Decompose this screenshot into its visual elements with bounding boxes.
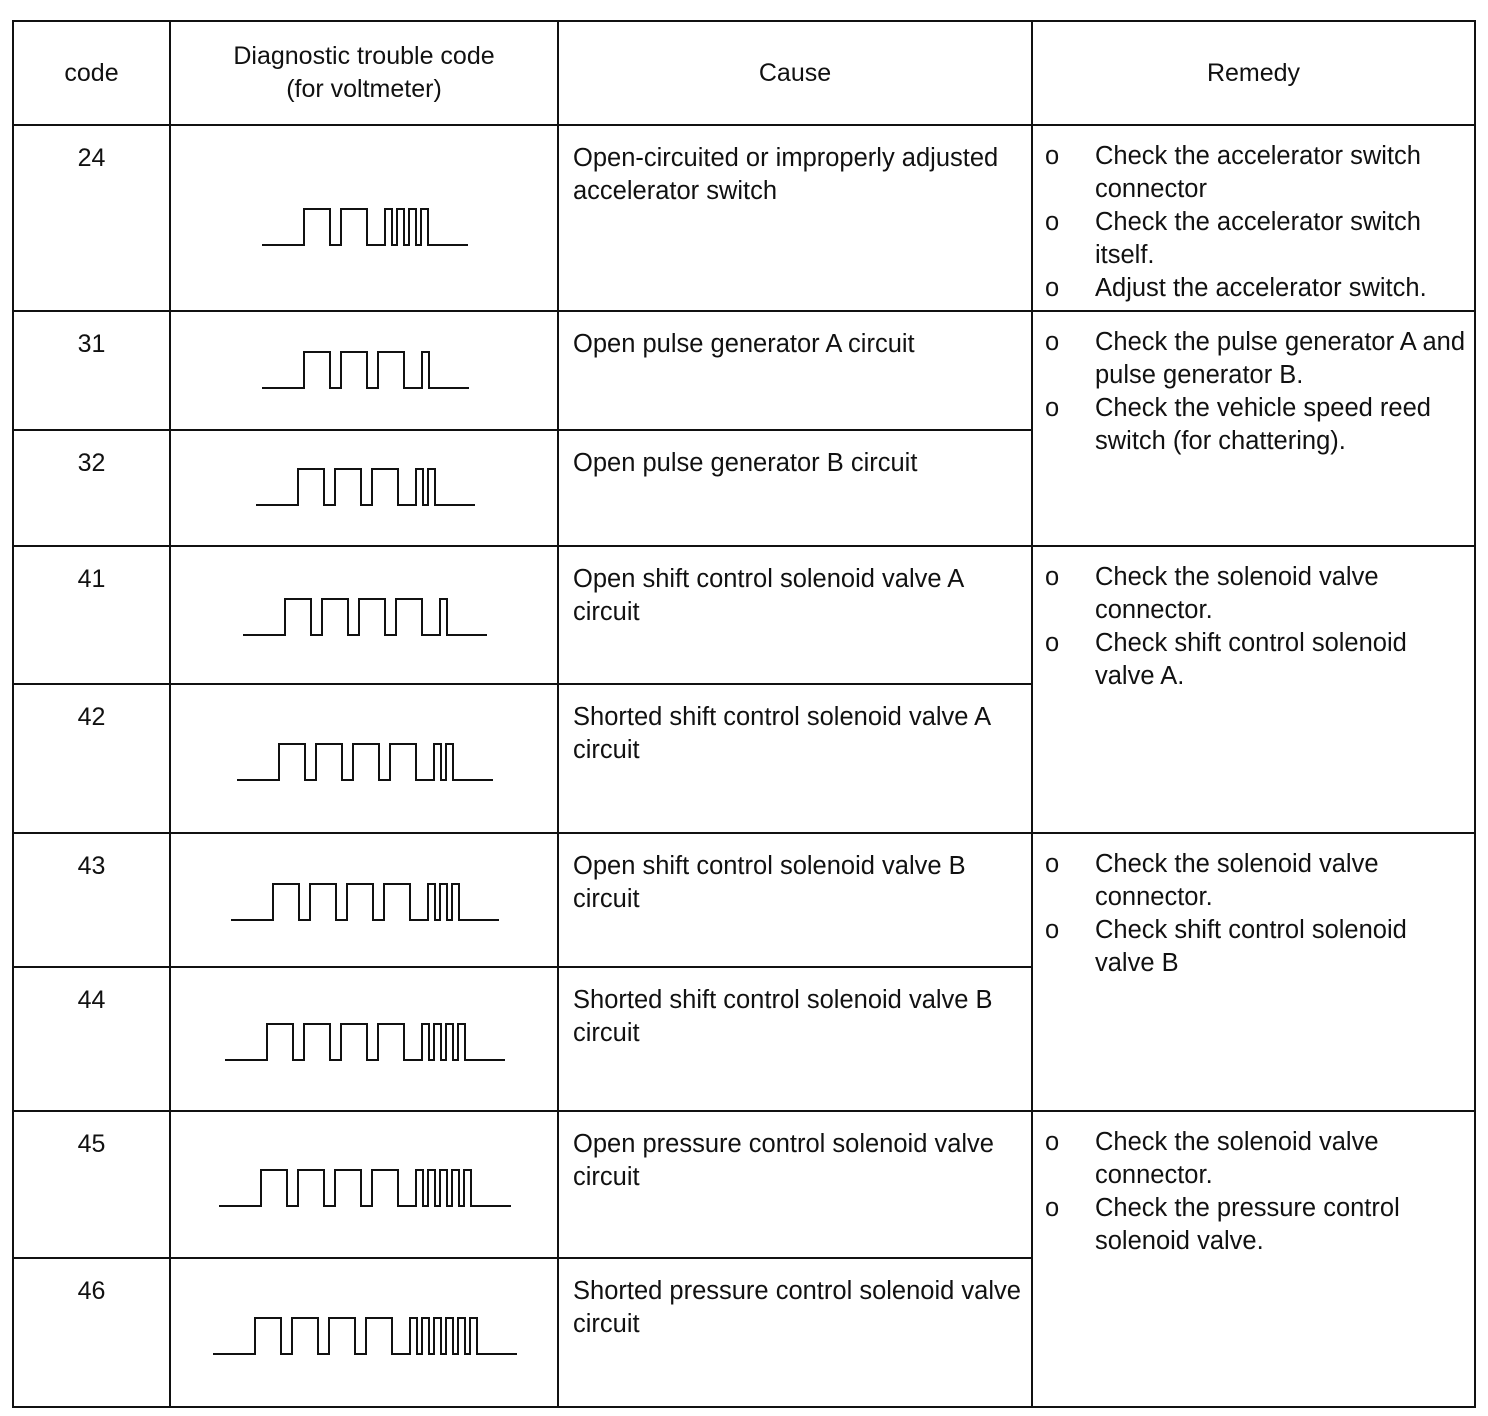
remedy-list bbox=[1045, 140, 1468, 305]
remedy-text: Check shift control solenoid valve A. bbox=[1095, 629, 1407, 690]
cause-cell: Shorted shift control solenoid valve A circuit bbox=[558, 684, 1032, 833]
bullet-glyph: o bbox=[1045, 142, 1060, 170]
cause-cell: Shorted shift control solenoid valve B circuit bbox=[558, 967, 1032, 1111]
header-code: code bbox=[13, 21, 170, 125]
cause-cell: Shorted pressure control solenoid valve circuit bbox=[558, 1258, 1032, 1407]
waveform-cell bbox=[170, 684, 558, 833]
code-cell: 43 bbox=[13, 833, 170, 967]
code-cell: 44 bbox=[13, 967, 170, 1111]
remedy-item bbox=[1045, 848, 1468, 914]
table-row bbox=[13, 1111, 1475, 1258]
cause-cell: Open shift control solenoid valve A circuit bbox=[558, 546, 1032, 684]
cause-cell: Open pressure control solenoid valve circuit bbox=[558, 1111, 1032, 1258]
pulse-train bbox=[231, 884, 499, 920]
cause-cell: Open pulse generator B circuit bbox=[558, 430, 1032, 546]
remedy-item bbox=[1045, 272, 1468, 305]
remedy-item bbox=[1045, 326, 1468, 392]
remedy-item bbox=[1045, 627, 1468, 693]
remedy-item bbox=[1045, 206, 1468, 272]
remedy-cell bbox=[1032, 311, 1475, 546]
header-row bbox=[13, 21, 1475, 125]
code-cell: 41 bbox=[13, 546, 170, 684]
remedy-list bbox=[1045, 326, 1468, 458]
remedy-text: Check the solenoid valve connector. bbox=[1095, 850, 1379, 911]
bullet-glyph: o bbox=[1045, 274, 1060, 302]
pulse-train bbox=[225, 1024, 505, 1060]
waveform-cell bbox=[170, 546, 558, 684]
pulse-waveform bbox=[171, 1112, 559, 1259]
pulse-waveform bbox=[171, 685, 559, 834]
remedy-list bbox=[1045, 561, 1468, 693]
remedy-text: Check the vehicle speed reed switch (for chattering). bbox=[1095, 394, 1431, 455]
pulse-waveform bbox=[171, 968, 559, 1112]
diagnostic-trouble-code-table bbox=[12, 20, 1476, 1408]
pulse-waveform bbox=[171, 1259, 559, 1408]
pulse-waveform bbox=[171, 431, 559, 547]
waveform-cell bbox=[170, 833, 558, 967]
cause-cell: Open-circuited or improperly adjusted accelerator switch bbox=[558, 125, 1032, 311]
remedy-item bbox=[1045, 914, 1468, 980]
header-dtc-line1: Diagnostic trouble code bbox=[233, 42, 495, 70]
remedy-item bbox=[1045, 1126, 1468, 1192]
table-row bbox=[13, 546, 1475, 684]
bullet-glyph: o bbox=[1045, 208, 1060, 236]
remedy-item bbox=[1045, 1192, 1468, 1258]
remedy-cell bbox=[1032, 546, 1475, 833]
bullet-glyph: o bbox=[1045, 328, 1060, 356]
pulse-train bbox=[256, 469, 475, 505]
remedy-text: Check the pressure control solenoid valve. bbox=[1095, 1194, 1400, 1255]
pulse-waveform bbox=[171, 126, 559, 312]
remedy-cell bbox=[1032, 833, 1475, 1111]
waveform-cell bbox=[170, 125, 558, 311]
remedy-cell bbox=[1032, 1111, 1475, 1407]
pulse-train bbox=[243, 599, 487, 635]
cause-cell: Open shift control solenoid valve B circuit bbox=[558, 833, 1032, 967]
remedy-text: Check the solenoid valve connector. bbox=[1095, 563, 1379, 624]
remedy-item bbox=[1045, 392, 1468, 458]
pulse-train bbox=[213, 1318, 517, 1354]
code-cell: 46 bbox=[13, 1258, 170, 1407]
bullet-glyph: o bbox=[1045, 850, 1060, 878]
pulse-train bbox=[262, 352, 469, 388]
code-cell: 32 bbox=[13, 430, 170, 546]
remedy-cell bbox=[1032, 125, 1475, 311]
remedy-list bbox=[1045, 848, 1468, 980]
waveform-cell bbox=[170, 1258, 558, 1407]
bullet-glyph: o bbox=[1045, 916, 1060, 944]
header-cause: Cause bbox=[558, 21, 1032, 125]
pulse-waveform bbox=[171, 834, 559, 968]
waveform-cell bbox=[170, 1111, 558, 1258]
remedy-item bbox=[1045, 140, 1468, 206]
waveform-cell bbox=[170, 967, 558, 1111]
header-remedy: Remedy bbox=[1032, 21, 1475, 125]
remedy-text: Check the accelerator switch itself. bbox=[1095, 208, 1421, 269]
pulse-waveform bbox=[171, 312, 559, 431]
waveform-cell bbox=[170, 430, 558, 546]
code-cell: 31 bbox=[13, 311, 170, 430]
remedy-text: Check the pulse generator A and pulse generator B. bbox=[1095, 328, 1466, 389]
table-row bbox=[13, 125, 1475, 311]
remedy-text: Check the solenoid valve connector. bbox=[1095, 1128, 1379, 1189]
pulse-train bbox=[237, 744, 493, 780]
waveform-cell bbox=[170, 311, 558, 430]
table-row bbox=[13, 311, 1475, 430]
code-cell: 24 bbox=[13, 125, 170, 311]
pulse-train bbox=[262, 209, 468, 245]
bullet-glyph: o bbox=[1045, 1128, 1060, 1156]
bullet-glyph: o bbox=[1045, 629, 1060, 657]
remedy-text: Adjust the accelerator switch. bbox=[1095, 274, 1427, 302]
remedy-list bbox=[1045, 1126, 1468, 1258]
remedy-text: Check the accelerator switch connector bbox=[1095, 142, 1421, 203]
code-cell: 42 bbox=[13, 684, 170, 833]
cause-cell: Open pulse generator A circuit bbox=[558, 311, 1032, 430]
pulse-train bbox=[219, 1170, 511, 1206]
header-dtc bbox=[170, 21, 558, 125]
code-cell: 45 bbox=[13, 1111, 170, 1258]
pulse-waveform bbox=[171, 547, 559, 685]
remedy-item bbox=[1045, 561, 1468, 627]
remedy-text: Check shift control solenoid valve B bbox=[1095, 916, 1407, 977]
bullet-glyph: o bbox=[1045, 563, 1060, 591]
bullet-glyph: o bbox=[1045, 394, 1060, 422]
table-row bbox=[13, 833, 1475, 967]
header-dtc-line2: (for voltmeter) bbox=[286, 75, 442, 103]
bullet-glyph: o bbox=[1045, 1194, 1060, 1222]
